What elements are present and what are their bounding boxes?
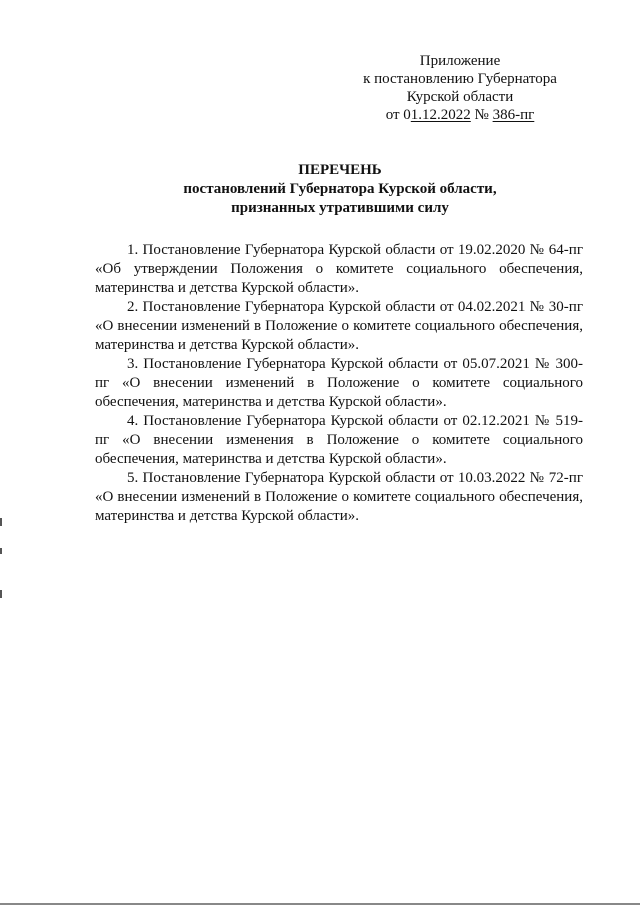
appendix-header <box>300 52 620 124</box>
scan-edge-mark <box>0 590 2 598</box>
appendix-date-line <box>300 106 620 124</box>
scan-edge-mark <box>0 518 2 526</box>
decree-list <box>95 241 583 526</box>
list-item: 3. Постановление Губернатора Курской области от 05.07.2021 № 300-пг «О внесении изменений в Положение о комитете социального обеспечения, материнства и детства Курской области». <box>95 356 583 410</box>
document-title <box>90 161 590 218</box>
scan-edge-mark <box>0 548 2 554</box>
date-plain: 0 <box>403 107 411 123</box>
list-item: 1. Постановление Губернатора Курской области от 19.02.2020 № 64-пг «Об утверждении Положения о комитете социального обеспечения, материнства и детства Курской области». <box>95 242 583 296</box>
appendix-reference: к постановлению Губернатора <box>363 71 557 87</box>
title-subtitle-line-1: постановлений Губернатора Курской области, <box>183 181 497 197</box>
title-subtitle-line-2: признанных утратившими силу <box>231 200 449 216</box>
title-heading: ПЕРЕЧЕНЬ <box>298 162 382 178</box>
date-prefix: от <box>385 107 404 123</box>
appendix-label: Приложение <box>419 53 501 69</box>
list-item: 5. Постановление Губернатора Курской области от 10.03.2022 № 72-пг «О внесении изменений в Положение о комитете социального обеспечения, материнства и детства Курской области». <box>95 470 583 524</box>
list-item: 2. Постановление Губернатора Курской области от 04.02.2021 № 30-пг «О внесении изменений в Положение о комитете социального обеспечения, материнства и детства Курской области». <box>95 299 583 353</box>
number-prefix: № <box>470 107 493 123</box>
decree-number: 386-пг <box>492 107 535 123</box>
list-item: 4. Постановление Губернатора Курской области от 02.12.2021 № 519-пг «О внесении изменения в Положение о комитете социального обеспечения, материнства и детства Курской области». <box>95 413 583 467</box>
appendix-region: Курской области <box>406 89 514 105</box>
decree-date: 1.12.2022 <box>410 107 471 123</box>
